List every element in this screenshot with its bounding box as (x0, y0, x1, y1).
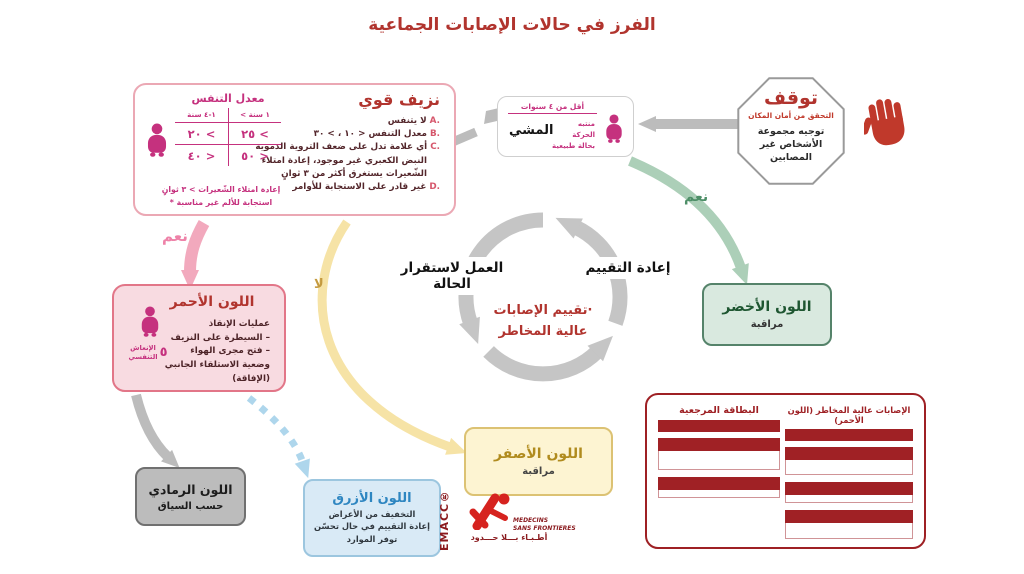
redacted-field (785, 482, 913, 503)
cycle-reassess-label: إعادة التقييم (583, 257, 673, 279)
table-cell: ٢٥ < (228, 123, 281, 145)
blue-category-box (303, 479, 441, 557)
table-cell: ٤٠ > (187, 149, 216, 163)
yellow-category-action: مراقبة (522, 466, 555, 477)
green-category-box (702, 283, 832, 346)
decision-yes-green-label: نعم (684, 189, 709, 205)
walking-check-box (497, 96, 634, 157)
yellow-category-title: اللون الأصفر (494, 446, 583, 462)
gray-category-title: اللون الرمادي (148, 481, 233, 497)
red-category-actions: عمليات الإنقاذ – السيطرة على النزيف – فتح مجرى الهواء وضعية الاستلقاء الجانبي (الإفاقة) (164, 319, 270, 384)
gray-category-box (135, 467, 246, 526)
page-title: الفرز في حالات الإصابات الجماعية (368, 15, 656, 35)
infant-icon (144, 123, 170, 157)
card-header: البطاقة المرجعية (679, 405, 759, 416)
arrow-bleeding-to-red (190, 223, 204, 272)
blue-category-actions: التخفيف من الأعراض إعادة التقييم في حال تحسّن توفر الموارد (313, 508, 431, 544)
bleeding-criteria-list (255, 115, 440, 194)
emacc-logo: EMACC® (438, 488, 451, 551)
cycle-center-text: ·تقييم الإصابات عالية المخاطر (493, 303, 593, 339)
red-category-title: اللون الأحمر (169, 294, 255, 310)
arrow-bleeding-to-yellow (322, 222, 450, 447)
stop-title: توقف (763, 87, 819, 109)
decision-yes-red-label: نعم (162, 227, 188, 245)
infant-icon (603, 114, 625, 143)
table-footnote: إعادة امتلاء الشّعيرات > ٣ ثوانٍ استجابة للألم غير مناسبة * (161, 185, 281, 207)
msf-runner-icon (467, 490, 515, 530)
yellow-category-box (464, 427, 613, 496)
cycle-stabilize-label: العمل لاستقرار الحالة (390, 257, 514, 295)
criteria-line: الحركة (572, 130, 595, 139)
reference-card-right-column (785, 405, 913, 546)
respiratory-rate-title: معدل التنفس (191, 92, 265, 105)
decision-no-yellow-label: لا (314, 277, 324, 292)
redacted-field (785, 510, 913, 539)
infant-icon (138, 306, 162, 337)
redacted-field (658, 438, 780, 470)
criteria-line: منتبه (577, 120, 595, 128)
green-category-action: مراقبة (750, 319, 784, 330)
cycle-arc-bottom (489, 351, 598, 374)
walking-criteria (552, 119, 595, 152)
reference-card-left-column (658, 405, 780, 505)
rescue-breaths-note: ٥ الإنعاش التنفسي (128, 344, 168, 361)
list-item: A.لا يتنفس (387, 116, 440, 126)
table-cell: ٥٠ > (228, 145, 281, 166)
redacted-bar (658, 420, 780, 432)
table-header: < ١ سنة (228, 108, 281, 123)
card-header: الإصابات عالية المخاطر (اللون الأحمر) (787, 405, 911, 425)
table-header: ١-٤ سنة (175, 108, 228, 123)
severe-bleeding-title: نزيف قوي (358, 90, 440, 109)
list-item: D.غير قادر على الاستجابة للأوامر (292, 181, 440, 192)
arrow-red-to-blue (249, 398, 303, 463)
severe-bleeding-box (133, 83, 456, 216)
stop-sign (739, 87, 843, 165)
redacted-bar (785, 429, 913, 441)
redacted-field (785, 447, 913, 475)
age-note: أقل من ٤ سنوات (508, 102, 597, 114)
walking-label: المشي (509, 123, 554, 138)
list-item: B.معدل التنفس < ١٠ ، > ٣٠ (313, 129, 440, 140)
list-item: النبض الكعبري غير موجود، إعادة امتلاء (261, 155, 427, 166)
stop-body: توجيه مجموعة الأشخاص غير المصابين (757, 125, 825, 164)
green-category-title: اللون الأخضر (722, 299, 812, 315)
arrow-walking-to-green (630, 161, 741, 268)
list-item: الشّعيرات يستغرق أكثر من ٣ ثوانٍ (281, 168, 427, 179)
msf-wordmark: MEDECINS SANS FRONTIERES (513, 517, 576, 532)
criteria-line: بحالة طبيعية (552, 141, 595, 150)
stop-subtitle: التحقق من أمان المكان (748, 110, 834, 120)
arrow-red-to-gray (136, 395, 168, 457)
red-category-box (112, 284, 286, 392)
stop-hand-icon (864, 97, 910, 149)
respiratory-rate-table (175, 108, 281, 166)
reference-card (645, 393, 926, 549)
msf-arabic-name: أطـبـاء بـــلا حـــدود (470, 533, 548, 542)
table-cell: ٢٠ < (175, 123, 228, 145)
list-item: C.أي علامة تدل على ضعف التروية الدموية (255, 142, 440, 153)
redacted-field (658, 477, 780, 498)
gray-category-action: حسب السياق (157, 500, 224, 512)
blue-category-title: اللون الأزرق (332, 490, 412, 506)
